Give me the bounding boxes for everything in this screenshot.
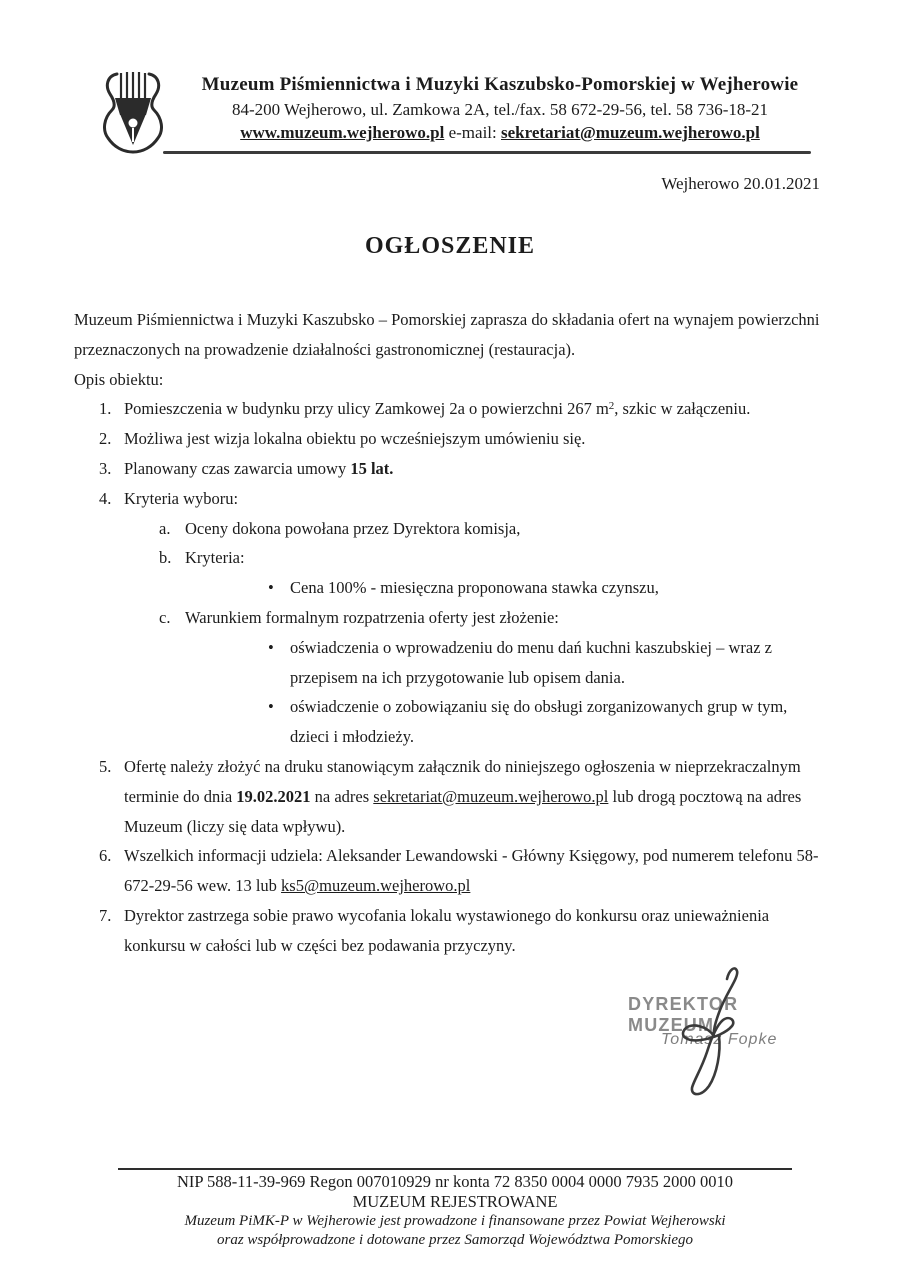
item-letter: a. (159, 518, 171, 538)
letterhead-text (178, 72, 822, 144)
museum-registered-label: MUZEUM REJESTROWANE (352, 1192, 558, 1211)
item-text: oświadczenie o zobowiązaniu się do obsługi zorganizowanych grup w tym, dzieci i młodzieży. (290, 697, 788, 747)
item-text: Kryteria: (185, 548, 245, 568)
bullet-marker: • (268, 578, 274, 598)
item-letter: c. (159, 607, 171, 627)
item-text: Warunkiem formalnym rozpatrzenia oferty jest złożenie: (185, 607, 559, 627)
object-description-label: Opis obiektu: (74, 369, 164, 389)
list-item-3 (74, 454, 824, 484)
footer-rule (118, 1168, 792, 1170)
org-name: Muzeum Piśmiennictwa i Muzyki Kaszubsko-Pomorskiej w Wejherowie (201, 74, 799, 95)
bullet-item-menu (74, 633, 824, 693)
lyre-pen-logo-icon (103, 70, 163, 154)
item-text: Wszelkich informacji udziela: Aleksander Lewandowski - Główny Księgowy, pod numerem telefonu 58-672-29-56 wew. 13 lub ks5@muzeum.wejherowo.pl (124, 846, 819, 896)
item-text: Ofertę należy złożyć na druku stanowiącym załącznik do niniejszego ogłoszenia w nieprzekraczalnym terminie do dnia 19.02.2021 na adres sekretariat@muzeum.wejherowo.pl lub drogą pocztową na adres Muzeum (liczy się data wpływu). (124, 756, 802, 836)
org-website-link: www.muzeum.wejherowo.pl (240, 123, 445, 142)
director-stamp-name: Tomasz Fopke (661, 1031, 778, 1048)
bullet-marker: • (268, 637, 274, 657)
lease-term-bold: 15 lat. (350, 458, 394, 478)
item-number: 2. (99, 429, 112, 449)
item-text: Kryteria wyboru: (124, 488, 239, 508)
funding-note-line1: Muzeum PiMK-P w Wejherowie jest prowadzone i finansowane przez Powiat Wejherowski (184, 1213, 726, 1229)
ks5-email-link: ks5@muzeum.wejherowo.pl (281, 876, 471, 896)
email-label: e-mail: (444, 123, 501, 142)
list-item-5 (74, 752, 824, 841)
deadline-date-bold: 19.02.2021 (236, 786, 311, 806)
org-address: 84-200 Wejherowo, ul. Zamkowa 2A, tel./fax. 58 672-29-56, tel. 58 736-18-21 (231, 100, 769, 119)
bullet-item-groups (74, 692, 824, 752)
letterhead-rule (163, 151, 811, 154)
list-item-6 (74, 841, 824, 901)
funding-note-line2: oraz współprowadzone i dotowane przez Samorząd Województwa Pomorskiego (216, 1232, 693, 1248)
sub-item-4a (74, 514, 824, 544)
list-item-2 (74, 424, 824, 454)
item-letter: b. (159, 548, 172, 568)
item-number: 4. (99, 488, 112, 508)
list-item-1 (74, 394, 824, 424)
item-text: Możliwa jest wizja lokalna obiektu po wcześniejszym umówieniu się. (124, 429, 586, 449)
item-number: 7. (99, 905, 112, 925)
item-number: 6. (99, 846, 112, 866)
org-email-link: sekretariat@muzeum.wejherowo.pl (501, 123, 760, 142)
item-text: Cena 100% - miesięczna proponowana stawka czynszu, (290, 578, 659, 598)
announcement-body (74, 305, 824, 961)
intro-paragraph: Muzeum Piśmiennictwa i Muzyki Kaszubsko – Pomorskiej zaprasza do składania ofert na wynajem powierzchni przeznaczonych na prowadzenie działalności gastronomicznej (restauracja). (74, 310, 820, 359)
sub-item-4b (74, 543, 824, 573)
item-number: 1. (99, 399, 112, 419)
item-text: Dyrektor zastrzega sobie prawo wycofania lokalu wystawionego do konkursu oraz unieważnienia konkursu w całości lub w części bez podawania przyczyny. (124, 905, 770, 955)
document-title: OGŁOSZENIE (364, 233, 536, 259)
item-text: Planowany czas zawarcia umowy 15 lat. (124, 458, 394, 478)
list-item-4 (74, 484, 824, 514)
item-text: Pomieszczenia w budynku przy ulicy Zamkowej 2a o powierzchni 267 $m^2$, szkic w załączeniu. (124, 399, 751, 419)
bullet-item-price (74, 573, 824, 603)
sub-item-4c (74, 603, 824, 633)
item-text: oświadczenia o wprowadzeniu do menu dań kuchni kaszubskiej – wraz z przepisem na ich przygotowanie lub opisem dania. (290, 637, 773, 687)
org-contact-line (178, 121, 822, 144)
sekretariat-email-link: sekretariat@muzeum.wejherowo.pl (373, 786, 609, 806)
item-number: 5. (99, 756, 112, 776)
footer (75, 1172, 835, 1250)
bullet-marker: • (268, 697, 274, 717)
handwritten-signature-scribble (615, 952, 835, 1112)
superscript-2: 2 (608, 400, 615, 413)
registration-numbers-line: NIP 588-11-39-969 Regon 007010929 nr konta 72 8350 0004 0000 7935 2000 0010 (176, 1172, 734, 1191)
date-line: Wejherowo 20.01.2021 (661, 174, 820, 193)
director-stamp-title: DYREKTOR MUZEUM (628, 994, 739, 1035)
item-number: 3. (99, 458, 112, 478)
item-text: Oceny dokona powołana przez Dyrektora komisja, (185, 518, 521, 538)
